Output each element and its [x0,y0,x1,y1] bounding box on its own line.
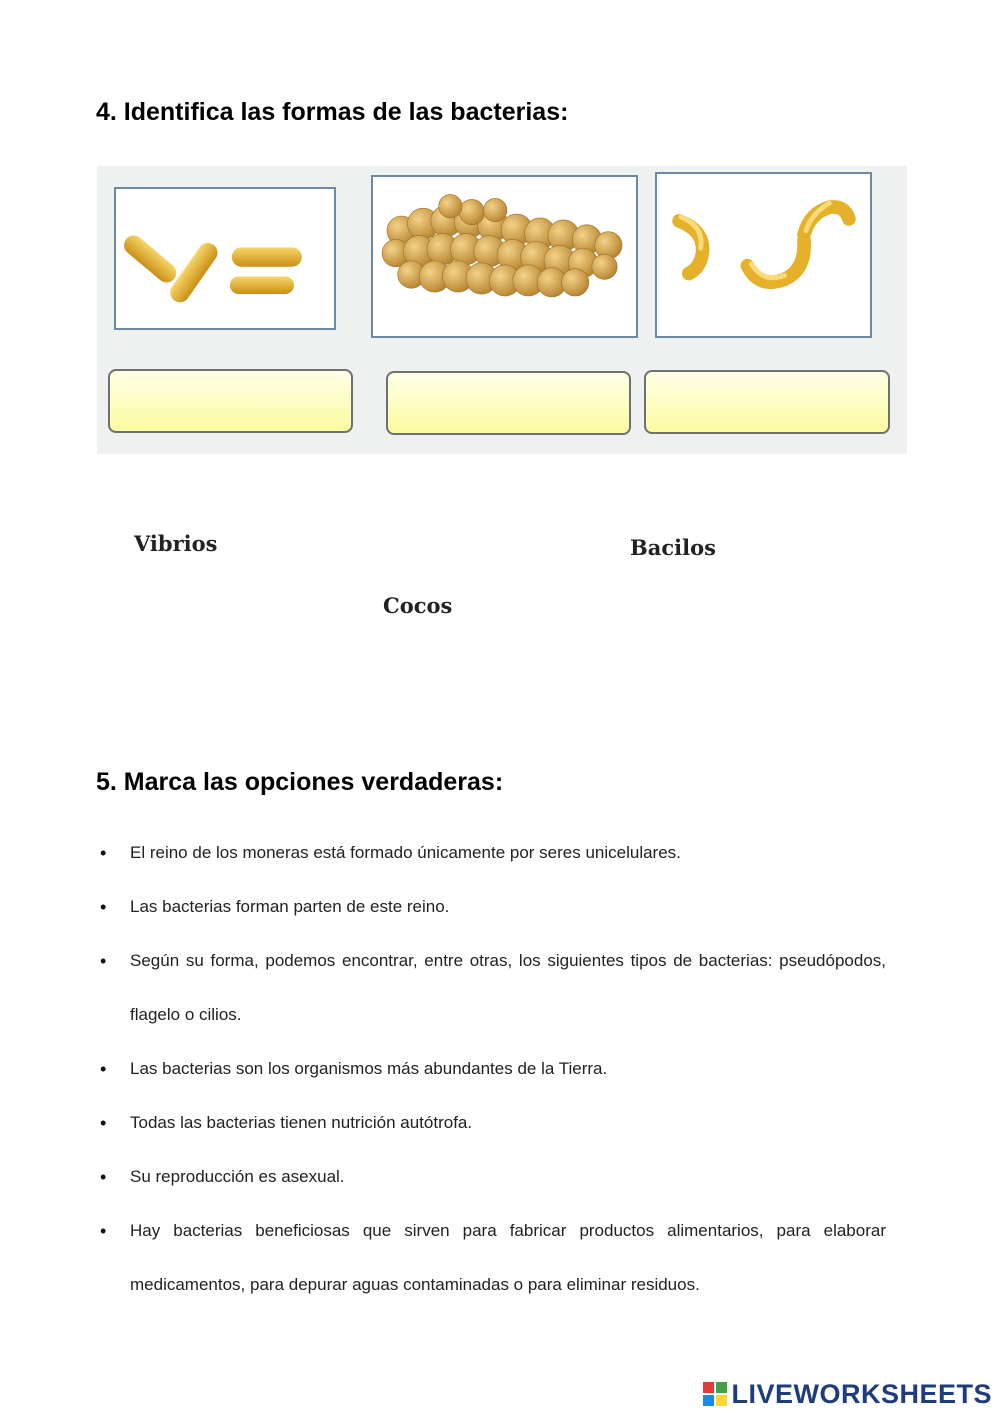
word-cocos[interactable]: Cocos [383,593,453,618]
option-item[interactable]: • Hay bacterias beneficiosas que sirven para fabricar productos alimentarios, para elaborar medicamentos, para depurar aguas contaminadas o para eliminar residuos. [96,1204,886,1312]
word-vibrios[interactable]: Vibrios [134,531,218,556]
option-item[interactable]: • Las bacterias forman parten de este reino. [96,880,886,934]
rod-bacteria-icon [116,189,334,328]
option-item[interactable]: • Todas las bacterias tienen nutrición autótrofa. [96,1096,886,1150]
answer-box-2[interactable] [386,371,631,435]
question-5-title: 5. Marca las opciones verdaderas: [96,768,504,796]
answer-box-3[interactable] [644,370,890,434]
word-bacilos[interactable]: Bacilos [630,535,716,560]
brand-text: LIVEWORKSHEETS [731,1378,992,1409]
bacteria-shapes-panel [97,166,907,454]
true-options-list [96,826,886,1312]
liveworksheets-logo-icon [703,1382,727,1406]
bacilos-image [114,187,336,330]
curved-bacteria-icon [657,174,870,336]
cocos-image [371,175,638,338]
question-4-title: 4. Identifica las formas de las bacterias: [96,98,569,126]
liveworksheets-brand [703,1379,992,1409]
option-item[interactable]: • El reino de los moneras está formado únicamente por seres unicelulares. [96,826,886,880]
option-item[interactable]: • Las bacterias son los organismos más abundantes de la Tierra. [96,1042,886,1096]
cocci-cluster-icon [373,177,636,336]
answer-box-1[interactable] [108,369,353,433]
option-item[interactable]: • Su reproducción es asexual. [96,1150,886,1204]
option-item[interactable]: • Según su forma, podemos encontrar, entre otras, los siguientes tipos de bacterias: pseudópodos, flagelo o cilios. [96,934,886,1042]
vibrios-image [655,172,872,338]
